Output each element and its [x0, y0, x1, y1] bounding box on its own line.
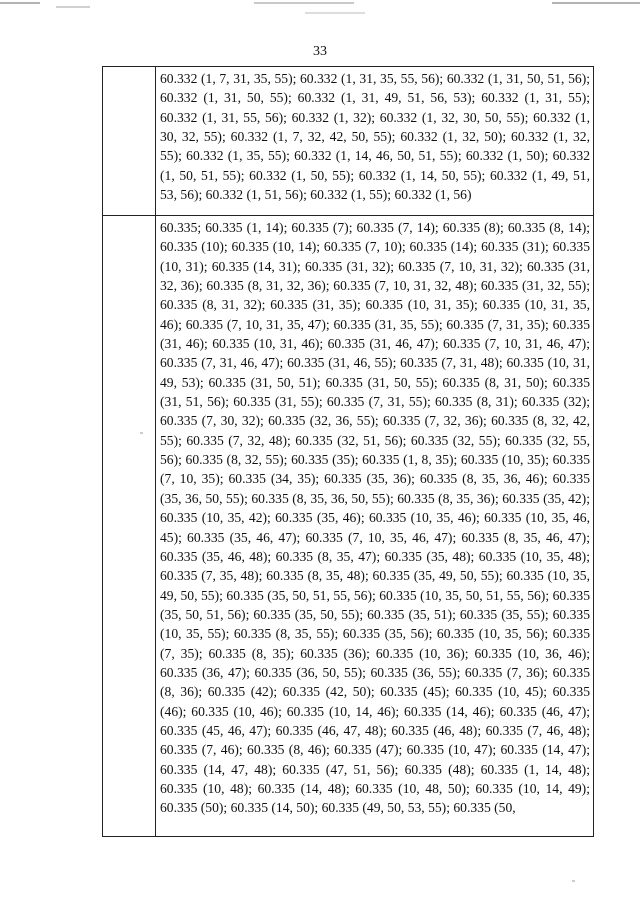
table-row [103, 67, 594, 216]
scan-speck [572, 880, 575, 882]
document-table [102, 66, 594, 837]
table-cell-left [103, 216, 156, 837]
table-cell-left [103, 67, 156, 216]
scan-speck [140, 432, 143, 434]
table-cell-text: 60.332 (1, 7, 31, 35, 55); 60.332 (1, 31, 35, 55, 56); 60.332 (1, 31, 50, 51, 56); 60.332 (1, 31, 50, 55); 60.332 (1, 31, 49, 51, 56, 53); 60.332 (1, 31, 55); 60.332 (1, 31, 55, 56); 60.332 (1, 32); 60.332 (1, 32, 30, 50, 55); 60.332 (1, 30, 32, 55); 60.332 (1, 7, 32, 42, 50, 55); 60.332 (1, 32, 50); 60.332 (1, 32, 55); 60.332 (1, 35, 55); 60.332 (1, 14, 46, 50, 51, 55); 60.332 (1, 50); 60.332 (1, 50, 51, 55); 60.332 (1, 50, 55); 60.332 (1, 14, 50, 55); 60.332 (1, 49, 51, 53, 56); 60.332 (1, 51, 56); 60.332 (1, 55); 60.332 (1, 56) [156, 67, 594, 216]
page-number: 33 [313, 44, 327, 59]
table-row [103, 216, 594, 837]
table-cell-text: 60.335; 60.335 (1, 14); 60.335 (7); 60.335 (7, 14); 60.335 (8); 60.335 (8, 14); 60.335 (10); 60.335 (10, 14); 60.335 (7, 10); 60.335 (14); 60.335 (31); 60.335 (10, 31); 60.335 (14, 31); 60.335 (31, 32); 60.335 (7, 10, 31, 32); 60.335 (31, 32, 36); 60.335 (8, 31, 32, 36); 60.335 (7, 10, 31, 32, 48); 60.335 (31, 32, 55); 60.335 (8, 31, 32); 60.335 (31, 35); 60.335 (10, 31, 35); 60.335 (10, 31, 35, 46); 60.335 (7, 10, 31, 35, 47); 60.335 (31, 35, 55); 60.335 (7, 31, 35); 60.335 (31, 46); 60.335 (10, 31, 46); 60.335 (31, 46, 47); 60.335 (7, 10, 31, 46, 47); 60.335 (7, 31, 46, 47); 60.335 (31, 46, 55); 60.335 (7, 31, 48); 60.335 (10, 31, 49, 53); 60.335 (31, 50, 51); 60.335 (31, 50, 55); 60.335 (8, 31, 50); 60.335 (31, 51, 56); 60.335 (31, 55); 60.335 (7, 31, 55); 60.335 (8, 31); 60.335 (32); 60.335 (7, 30, 32); 60.335 (32, 36, 55); 60.335 (7, 32, 36); 60.335 (8, 32, 42, 55); 60.335 (7, 32, 48); 60.335 (32, 51, 56); 60.335 (32, 55); 60.335 (32, 55, 56); 60.335 (8, 32, 55); 60.335 (35); 60.335 (1, 8, 35); 60.335 (10, 35); 60.335 (7, 10, 35); 60.335 (34, 35); 60.335 (35, 36); 60.335 (8, 35, 36, 46); 60.335 (35, 36, 50, 55); 60.335 (8, 35, 36, 50, 55); 60.335 (8, 35, 36); 60.335 (35, 42); 60.335 (10, 35, 42); 60.335 (35, 46); 60.335 (10, 35, 46); 60.335 (10, 35, 46, 45); 60.335 (35, 46, 47); 60.335 (7, 10, 35, 46, 47); 60.335 (8, 35, 46, 47); 60.335 (35, 46, 48); 60.335 (8, 35, 47); 60.335 (35, 48); 60.335 (10, 35, 48); 60.335 (7, 35, 48); 60.335 (8, 35, 48); 60.335 (35, 49, 50, 55); 60.335 (10, 35, 49, 50, 55); 60.335 (35, 50, 51, 55, 56); 60.335 (10, 35, 50, 51, 55, 56); 60.335 (35, 50, 51, 56); 60.335 (35, 50, 55); 60.335 (35, 51); 60.335 (35, 55); 60.335 (10, 35, 55); 60.335 (8, 35, 55); 60.335 (35, 56); 60.335 (10, 35, 56); 60.335 (7, 35); 60.335 (8, 35); 60.335 (36); 60.335 (10, 36); 60.335 (10, 36, 46); 60.335 (36, 47); 60.335 (36, 50, 55); 60.335 (36, 55); 60.335 (7, 36); 60.335 (8, 36); 60.335 (42); 60.335 (42, 50); 60.335 (45); 60.335 (10, 45); 60.335 (46); 60.335 (10, 46); 60.335 (10, 14, 46); 60.335 (14, 46); 60.335 (46, 47); 60.335 (45, 46, 47); 60.335 (46, 47, 48); 60.335 (46, 48); 60.335 (7, 46, 48); 60.335 (7, 46); 60.335 (8, 46); 60.335 (47); 60.335 (10, 47); 60.335 (14, 47); 60.335 (14, 47, 48); 60.335 (47, 51, 56); 60.335 (48); 60.335 (1, 14, 48); 60.335 (10, 48); 60.335 (14, 48); 60.335 (10, 48, 50); 60.335 (10, 14, 49); 60.335 (50); 60.335 (14, 50); 60.335 (49, 50, 53, 55); 60.335 (50, [156, 216, 594, 837]
scan-artifacts-top [0, 0, 640, 18]
